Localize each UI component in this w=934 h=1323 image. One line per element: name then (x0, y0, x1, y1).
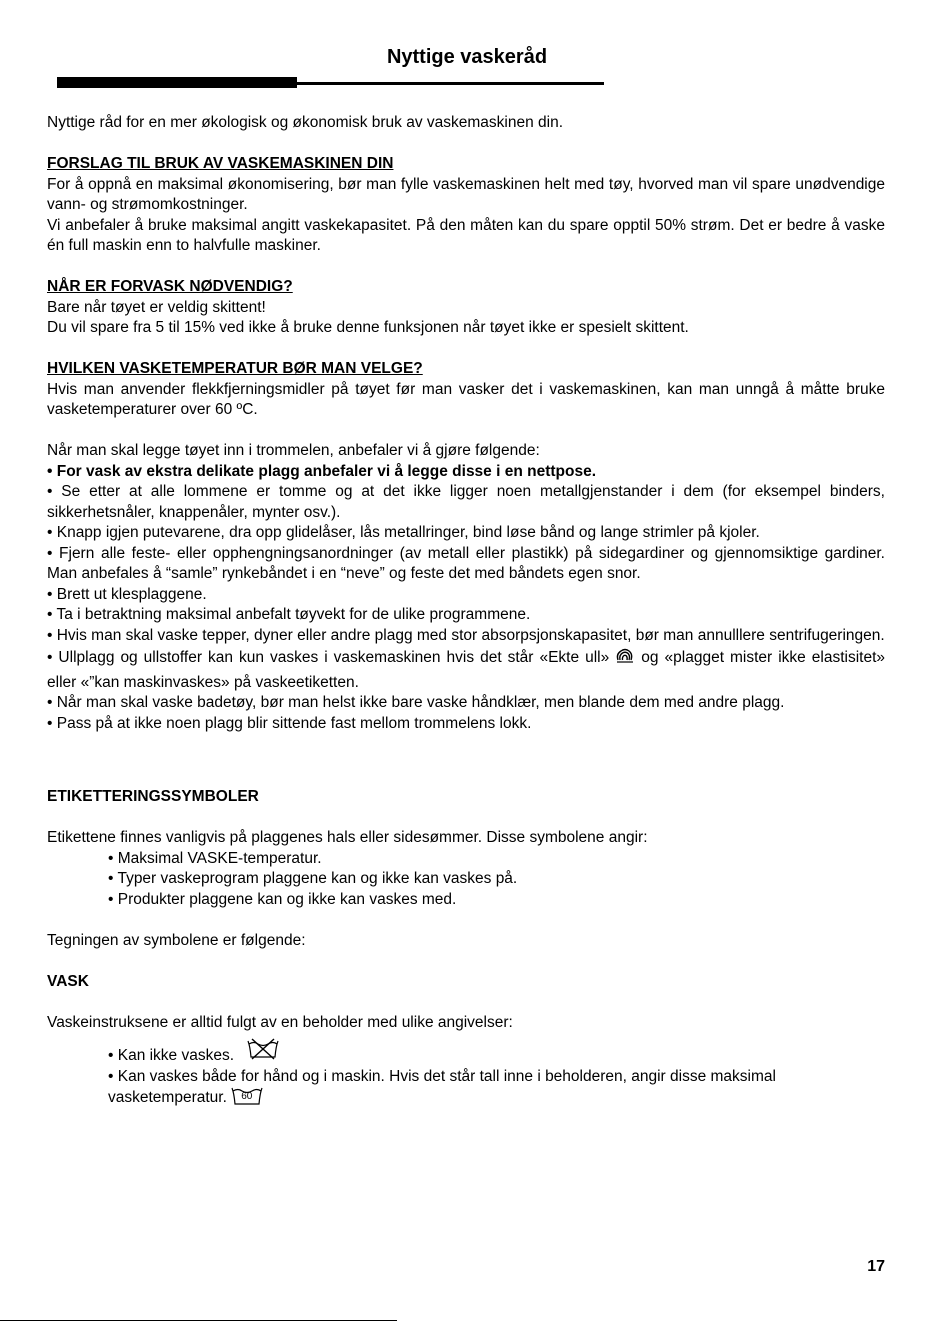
wash-item-hand-machine-text: • Kan vaskes både for hånd og i maskin. Hvis det står tall inne i beholderen, angir disse maksimal vasketemperatur. (108, 1067, 776, 1106)
document-body (47, 113, 885, 1109)
labels-paragraph: Etikettene finnes vanligvis på plaggenes hals eller sidesømmer. Disse symbolene angir: (47, 829, 648, 846)
intro-text: Nyttige råd for en mer økologisk og økonomisk bruk av vaskemaskinen din. (47, 114, 564, 131)
footer-rule (0, 1320, 397, 1321)
tip-unfold: • Brett ut klesplaggene. (47, 585, 207, 603)
tip-curtains: • Fjern alle feste- eller opphengningsanordninger (av metall eller plastikk) på sidegardiner og gjennomsiktige gardiner. Man anbefales å “samle” rynkebåndet i en “neve” og feste det med båndets egen snor. (47, 544, 885, 582)
tip-weight: • Ta i betraktning maksimal anbefalt tøyvekt for de ulike programmene. (47, 606, 531, 623)
wash-paragraph: Vaskeinstruksene er alltid fulgt av en beholder med ulike angivelser: (47, 1013, 513, 1031)
loading-lead: Når man skal legge tøyet inn i trommelen, anbefaler vi å gjøre følgende: (47, 442, 540, 459)
prewash-paragraph-2: Du vil spare fra 5 til 15% ved ikke å bruke denne funksjonen når tøyet ikke er spesielt skittent. (47, 319, 689, 336)
wash-temperature-value: 60 (241, 1091, 253, 1102)
title-rule-thin (297, 82, 604, 85)
tip-delicate: • For vask av ekstra delikate plagg anbefaler vi å legge disse i en nettpose. (47, 462, 597, 480)
wash-item-not-washable-text: • Kan ikke vaskes. (108, 1047, 235, 1064)
title-rule-thick (57, 77, 297, 88)
section-heading-temperature: HVILKEN VASKETEMPERATUR BØR MAN VELGE? (47, 360, 423, 377)
symbols-lead: Tegningen av symbolene er følgende: (47, 931, 306, 949)
section-heading-prewash: NÅR ER FORVASK NØDVENDIG? (47, 278, 293, 295)
labels-item-programs: • Typer vaskeprogram plaggene kan og ikke kan vaskes på. (108, 870, 518, 887)
page-title: Nyttige vaskeråd (386, 46, 548, 68)
tip-wool-text-b: og «plagget mister ikke elastisitet» eller «”kan maskinvaskes» på vaskeetiketten. (47, 649, 886, 691)
wash-temperature-icon (231, 1087, 263, 1105)
tip-swimwear: • Når man skal vaske badetøy, bør man helst ikke bare vaske håndklær, men blande dem med andre plagg. (47, 694, 785, 711)
tip-drum-lid: • Pass på at ikke noen plagg blir sittende fast mellom trommelens lokk. (47, 714, 532, 732)
section-heading-labels: ETIKETTERINGSSYMBOLER (47, 788, 259, 805)
labels-item-temperature: • Maksimal VASKE-temperatur. (108, 849, 322, 867)
section-heading-wash: VASK (47, 972, 89, 990)
tip-wool-text-a: • Ullplagg og ullstoffer kan kun vaskes i vaskemaskinen hvis det står «Ekte ull» (47, 649, 610, 666)
usage-paragraph-1: For å oppnå en maksimal økonomisering, bør man fylle vaskemaskinen helt med tøy, hvorved man vil spare unødvendige vann- og strømomkostninger. (47, 175, 885, 213)
section-heading-usage: FORSLAG TIL BRUK AV VASKEMASKINEN DIN (47, 155, 394, 172)
do-not-wash-icon (246, 1038, 280, 1067)
temperature-paragraph: Hvis man anvender flekkfjerningsmidler på tøyet før man vasker det i vaskemaskinen, kan man unngå å måtte bruke vasketemperaturer over 60 ºC. (47, 380, 885, 418)
wash-item-not-washable (47, 1038, 885, 1067)
page-number: 17 (867, 1258, 885, 1275)
usage-paragraph-2: Vi anbefaler å bruke maksimal angitt vaskekapasitet. På den måten kan du spare opptil 50% strøm. Det er bedre å vaske én full maskin enn to halvfulle maskiner. (47, 216, 885, 254)
tip-pockets: • Se etter at alle lommene er tomme og at det ikke ligger noen metallgjenstander i dem (for eksempel binders, sikkerhetsnåler, knappenåler, mynter osv.). (47, 483, 885, 521)
tip-buttons: • Knapp igjen putevarene, dra opp glidelåser, lås metallringer, bind løse bånd og lange strimler på kjoler. (47, 524, 760, 541)
tip-wool (47, 646, 885, 693)
prewash-paragraph-1: Bare når tøyet er veldig skittent! (47, 298, 266, 316)
wool-mark-icon (615, 646, 635, 673)
labels-item-products: • Produkter plaggene kan og ikke kan vaskes med. (108, 890, 457, 908)
wash-item-hand-machine (47, 1067, 885, 1109)
tip-absorbent: • Hvis man skal vaske tepper, dyner eller andre plagg med stor absorpsjonskapasitet, bør man annulllere sentrifugeringen. (47, 626, 885, 644)
